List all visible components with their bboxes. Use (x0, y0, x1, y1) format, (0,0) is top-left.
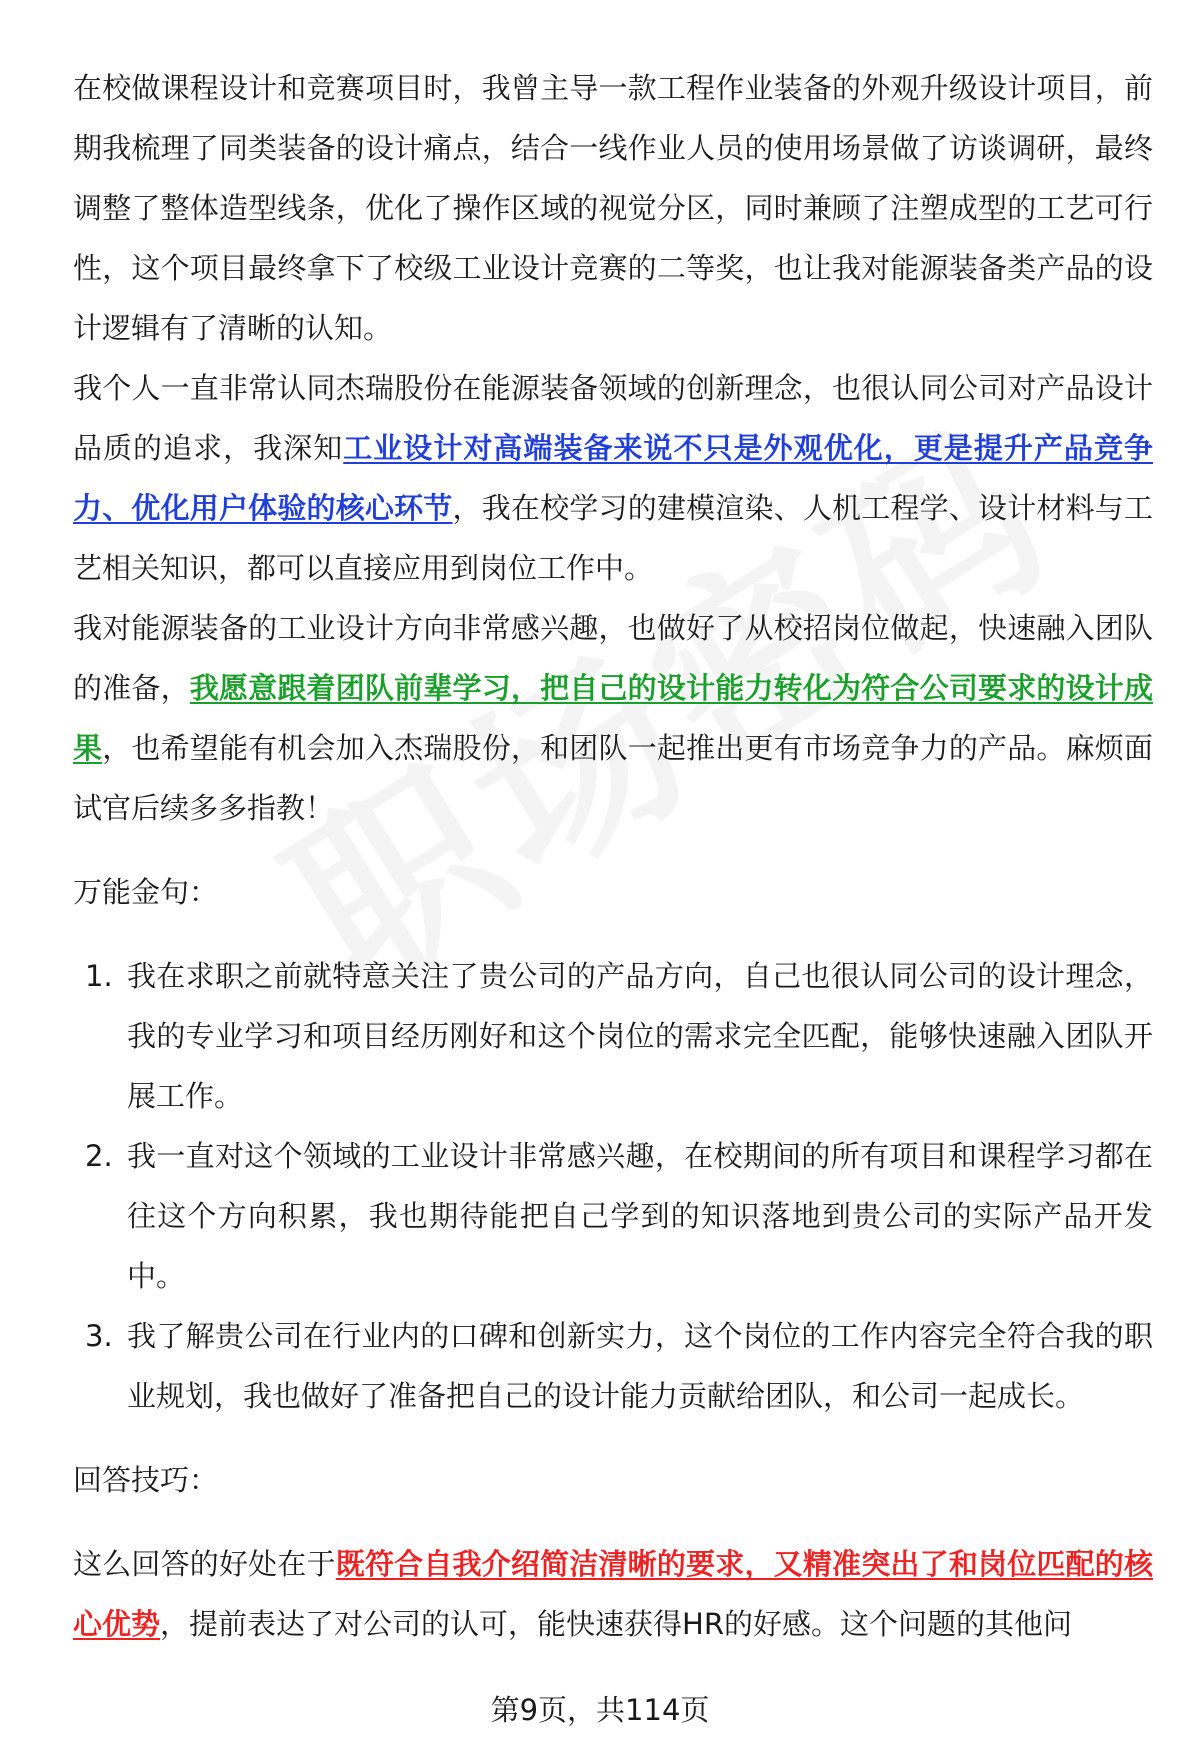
golden-sentences-heading: 万能金句： (73, 875, 219, 909)
document-body (73, 58, 1153, 1654)
spacer (73, 1426, 1153, 1450)
list-item (73, 946, 1153, 1126)
golden-sentences-list (73, 946, 1153, 1426)
intro-paragraph-2-tail: ，我在校学习的建模渲染、人机工程学、设计材料与工艺相关知识，都可以直接应用到岗位工作中。 (73, 491, 1153, 585)
tips-paragraph-tail: ，提前表达了对公司的认可，能快速获得HR的好感。这个问题的其他问 (160, 1607, 1072, 1641)
intro-paragraph-3-lead: 我对能源装备的工业设计方向非常感兴趣，也做好了从校招岗位做起，快速融入团队的准备， (73, 611, 1153, 705)
intro-paragraph-2-highlight: 工业设计对高端装备来说不只是外观优化，更是提升产品竞争力、优化用户体验的核心环节 (73, 431, 1153, 525)
tips-paragraph-highlight: 既符合自我介绍简洁清晰的要求，又精准突出了和岗位匹配的核心优势 (73, 1547, 1153, 1641)
tips-heading: 回答技巧： (73, 1463, 219, 1497)
list-item-text: 我一直对这个领域的工业设计非常感兴趣，在校期间的所有项目和课程学习都在往这个方向积累，我也期待能把自己学到的知识落地到贵公司的实际产品开发中。 (127, 1139, 1153, 1293)
list-item-text: 我了解贵公司在行业内的口碑和创新实力，这个岗位的工作内容完全符合我的职业规划，我也做好了准备把自己的设计能力贡献给团队，和公司一起成长。 (127, 1319, 1153, 1413)
list-item (73, 1126, 1153, 1306)
list-item-number: 1. (85, 959, 113, 993)
intro-paragraph-2 (73, 358, 1153, 598)
list-item-text: 我在求职之前就特意关注了贵公司的产品方向，自己也很认同公司的设计理念，我的专业学习和项目经历刚好和这个岗位的需求完全匹配，能够快速融入团队开展工作。 (127, 959, 1153, 1113)
intro-paragraph-2-lead: 我个人一直非常认同杰瑞股份在能源装备领域的创新理念，也很认同公司对产品设计品质的追求，我深知 (73, 371, 1153, 465)
list-item-number: 2. (85, 1139, 113, 1173)
intro-paragraph-3-tail: ，也希望能有机会加入杰瑞股份，和团队一起推出更有市场竞争力的产品。麻烦面试官后续多多指教！ (73, 731, 1153, 825)
spacer (73, 922, 1153, 946)
intro-paragraph-1: 在校做课程设计和竞赛项目时，我曾主导一款工程作业装备的外观升级设计项目，前期我梳理了同类装备的设计痛点，结合一线作业人员的使用场景做了访谈调研，最终调整了整体造型线条，优化了操作区域的视觉分区，同时兼顾了注塑成型的工艺可行性，这个项目最终拿下了校级工业设计竞赛的二等奖，也让我对能源装备类产品的设计逻辑有了清晰的认知。 (73, 71, 1153, 345)
intro-paragraph-3-highlight: 我愿意跟着团队前辈学习，把自己的设计能力转化为符合公司要求的设计成果 (73, 671, 1153, 765)
intro-paragraph-3 (73, 598, 1153, 838)
spacer (73, 838, 1153, 862)
list-item-number: 3. (85, 1319, 113, 1353)
page-number-footer: 第9页，共114页 (490, 1693, 710, 1727)
spacer (73, 1510, 1153, 1534)
tips-paragraph-lead: 这么回答的好处在于 (73, 1547, 336, 1581)
list-item (73, 1306, 1153, 1426)
tips-paragraph (73, 1534, 1153, 1654)
